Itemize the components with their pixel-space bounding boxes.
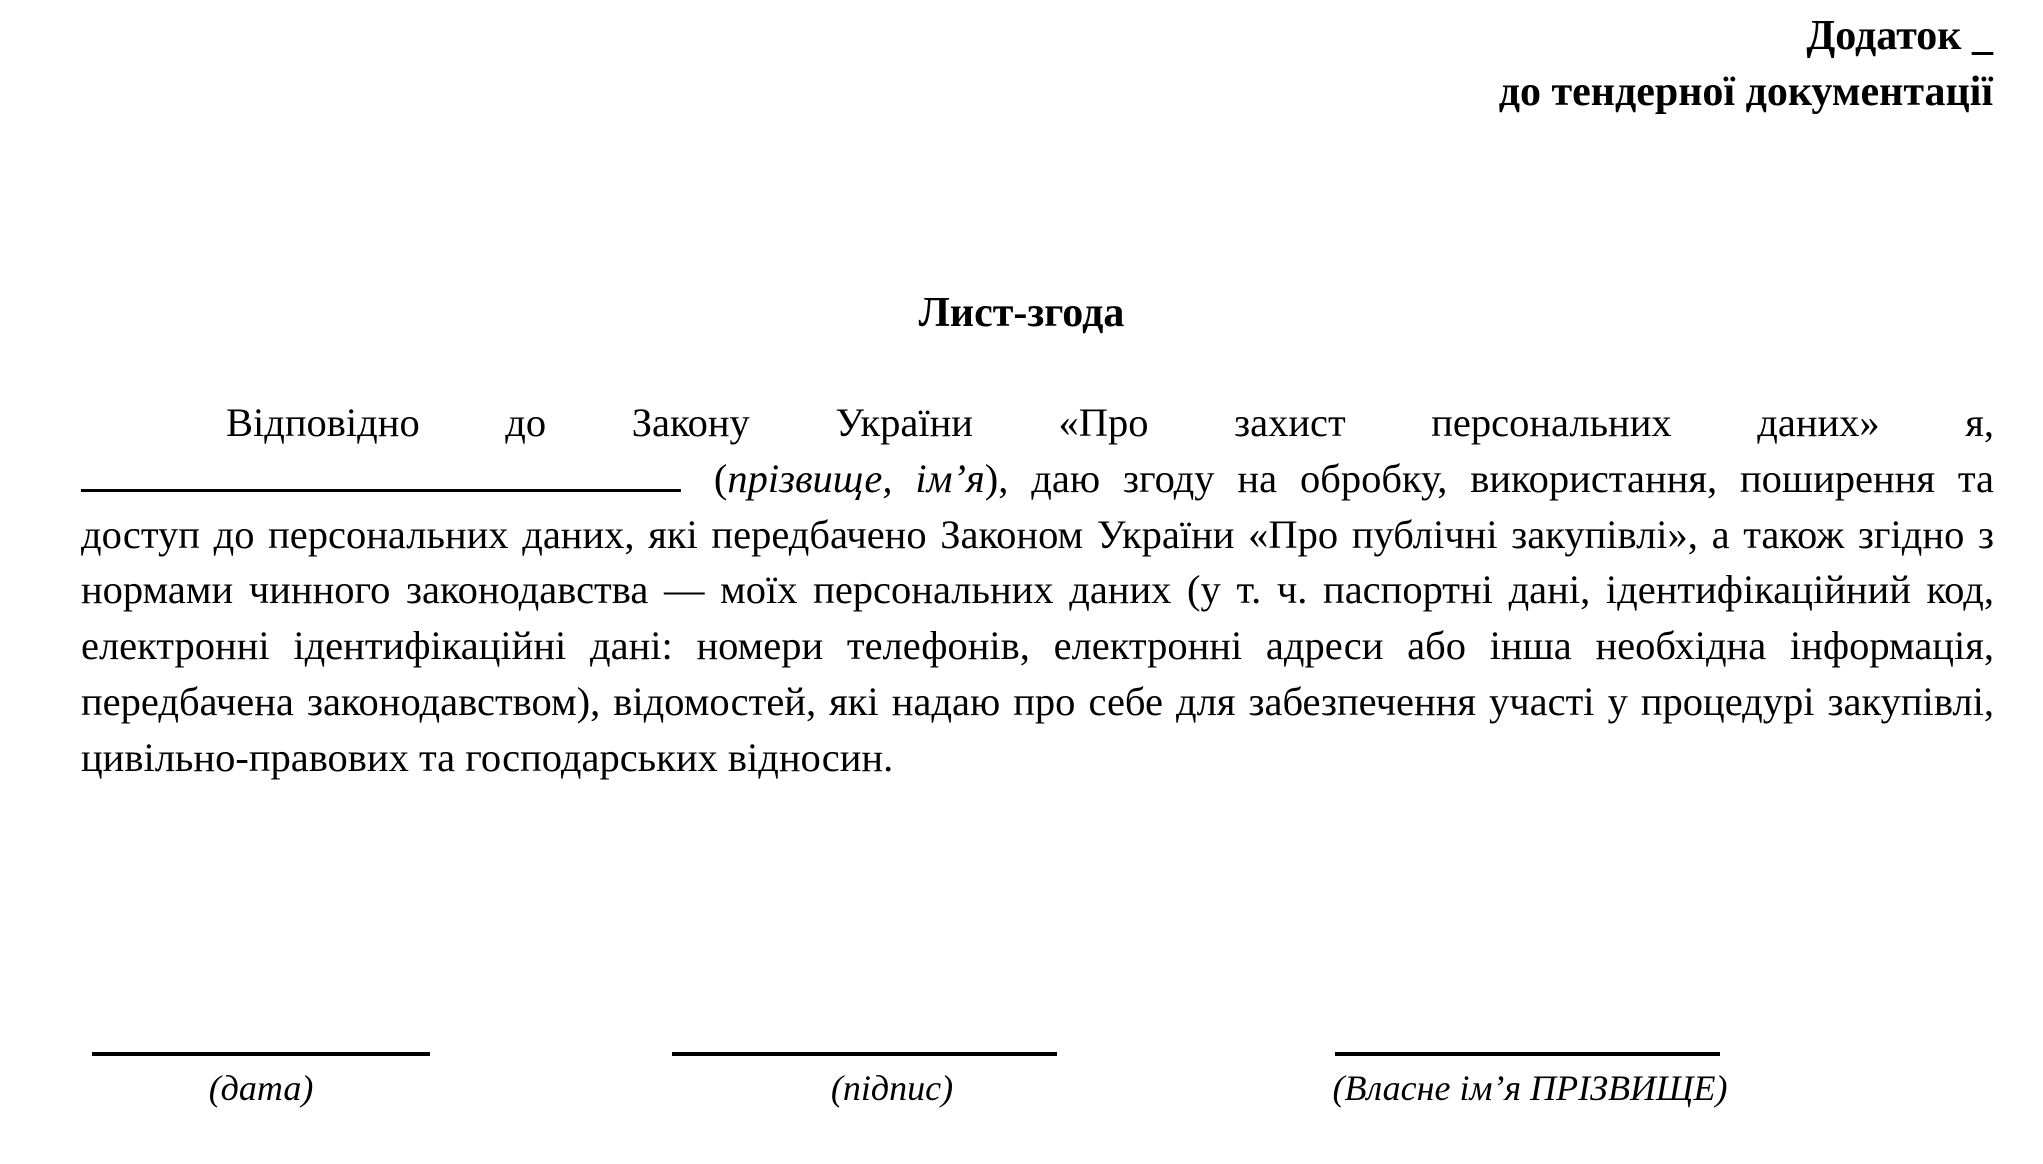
consent-text-intro: Відповідно до Закону України «Про захист персональних даних» я, — [226, 400, 1994, 445]
name-signature-line[interactable] — [1335, 1052, 1720, 1056]
document-header — [1499, 8, 1993, 120]
name-hint-open: ( — [713, 455, 728, 501]
name-hint: прізвище, ім’я — [727, 455, 985, 501]
full-name-caption: (Власне ім’я ПРІЗВИЩЕ) — [1332, 1068, 1728, 1108]
document-title: Лист-згода — [918, 290, 1125, 336]
name-hint-close: ) — [984, 455, 999, 501]
consent-text-main: , даю згоду на обробку, використання, поширення та доступ до персональних даних, які передбачено Законом України «Про публічні закупівлі», а також згідно з нормами чинного законодавства — моїх персональних даних (у т. ч. паспортні дані, ідентифікаційний код, електронні ідентифікаційні дані: номери телефонів, електронні адреси або інша необхідна інформація, передбачена законодавством), відомостей, які надаю про себе для забезпечення участі у процедурі закупівлі, цивільно-правових та господарських відносин. — [81, 455, 1995, 780]
name-blank-field[interactable] — [81, 488, 681, 492]
signature-caption: (підпис) — [830, 1068, 954, 1108]
appendix-subtitle: до тендерної документації — [1498, 69, 1993, 115]
date-caption: (дата) — [208, 1068, 314, 1108]
date-signature-line[interactable] — [92, 1052, 430, 1056]
consent-paragraph — [81, 395, 1994, 786]
appendix-label: Додаток _ — [1806, 13, 1993, 59]
signature-line[interactable] — [672, 1052, 1057, 1056]
